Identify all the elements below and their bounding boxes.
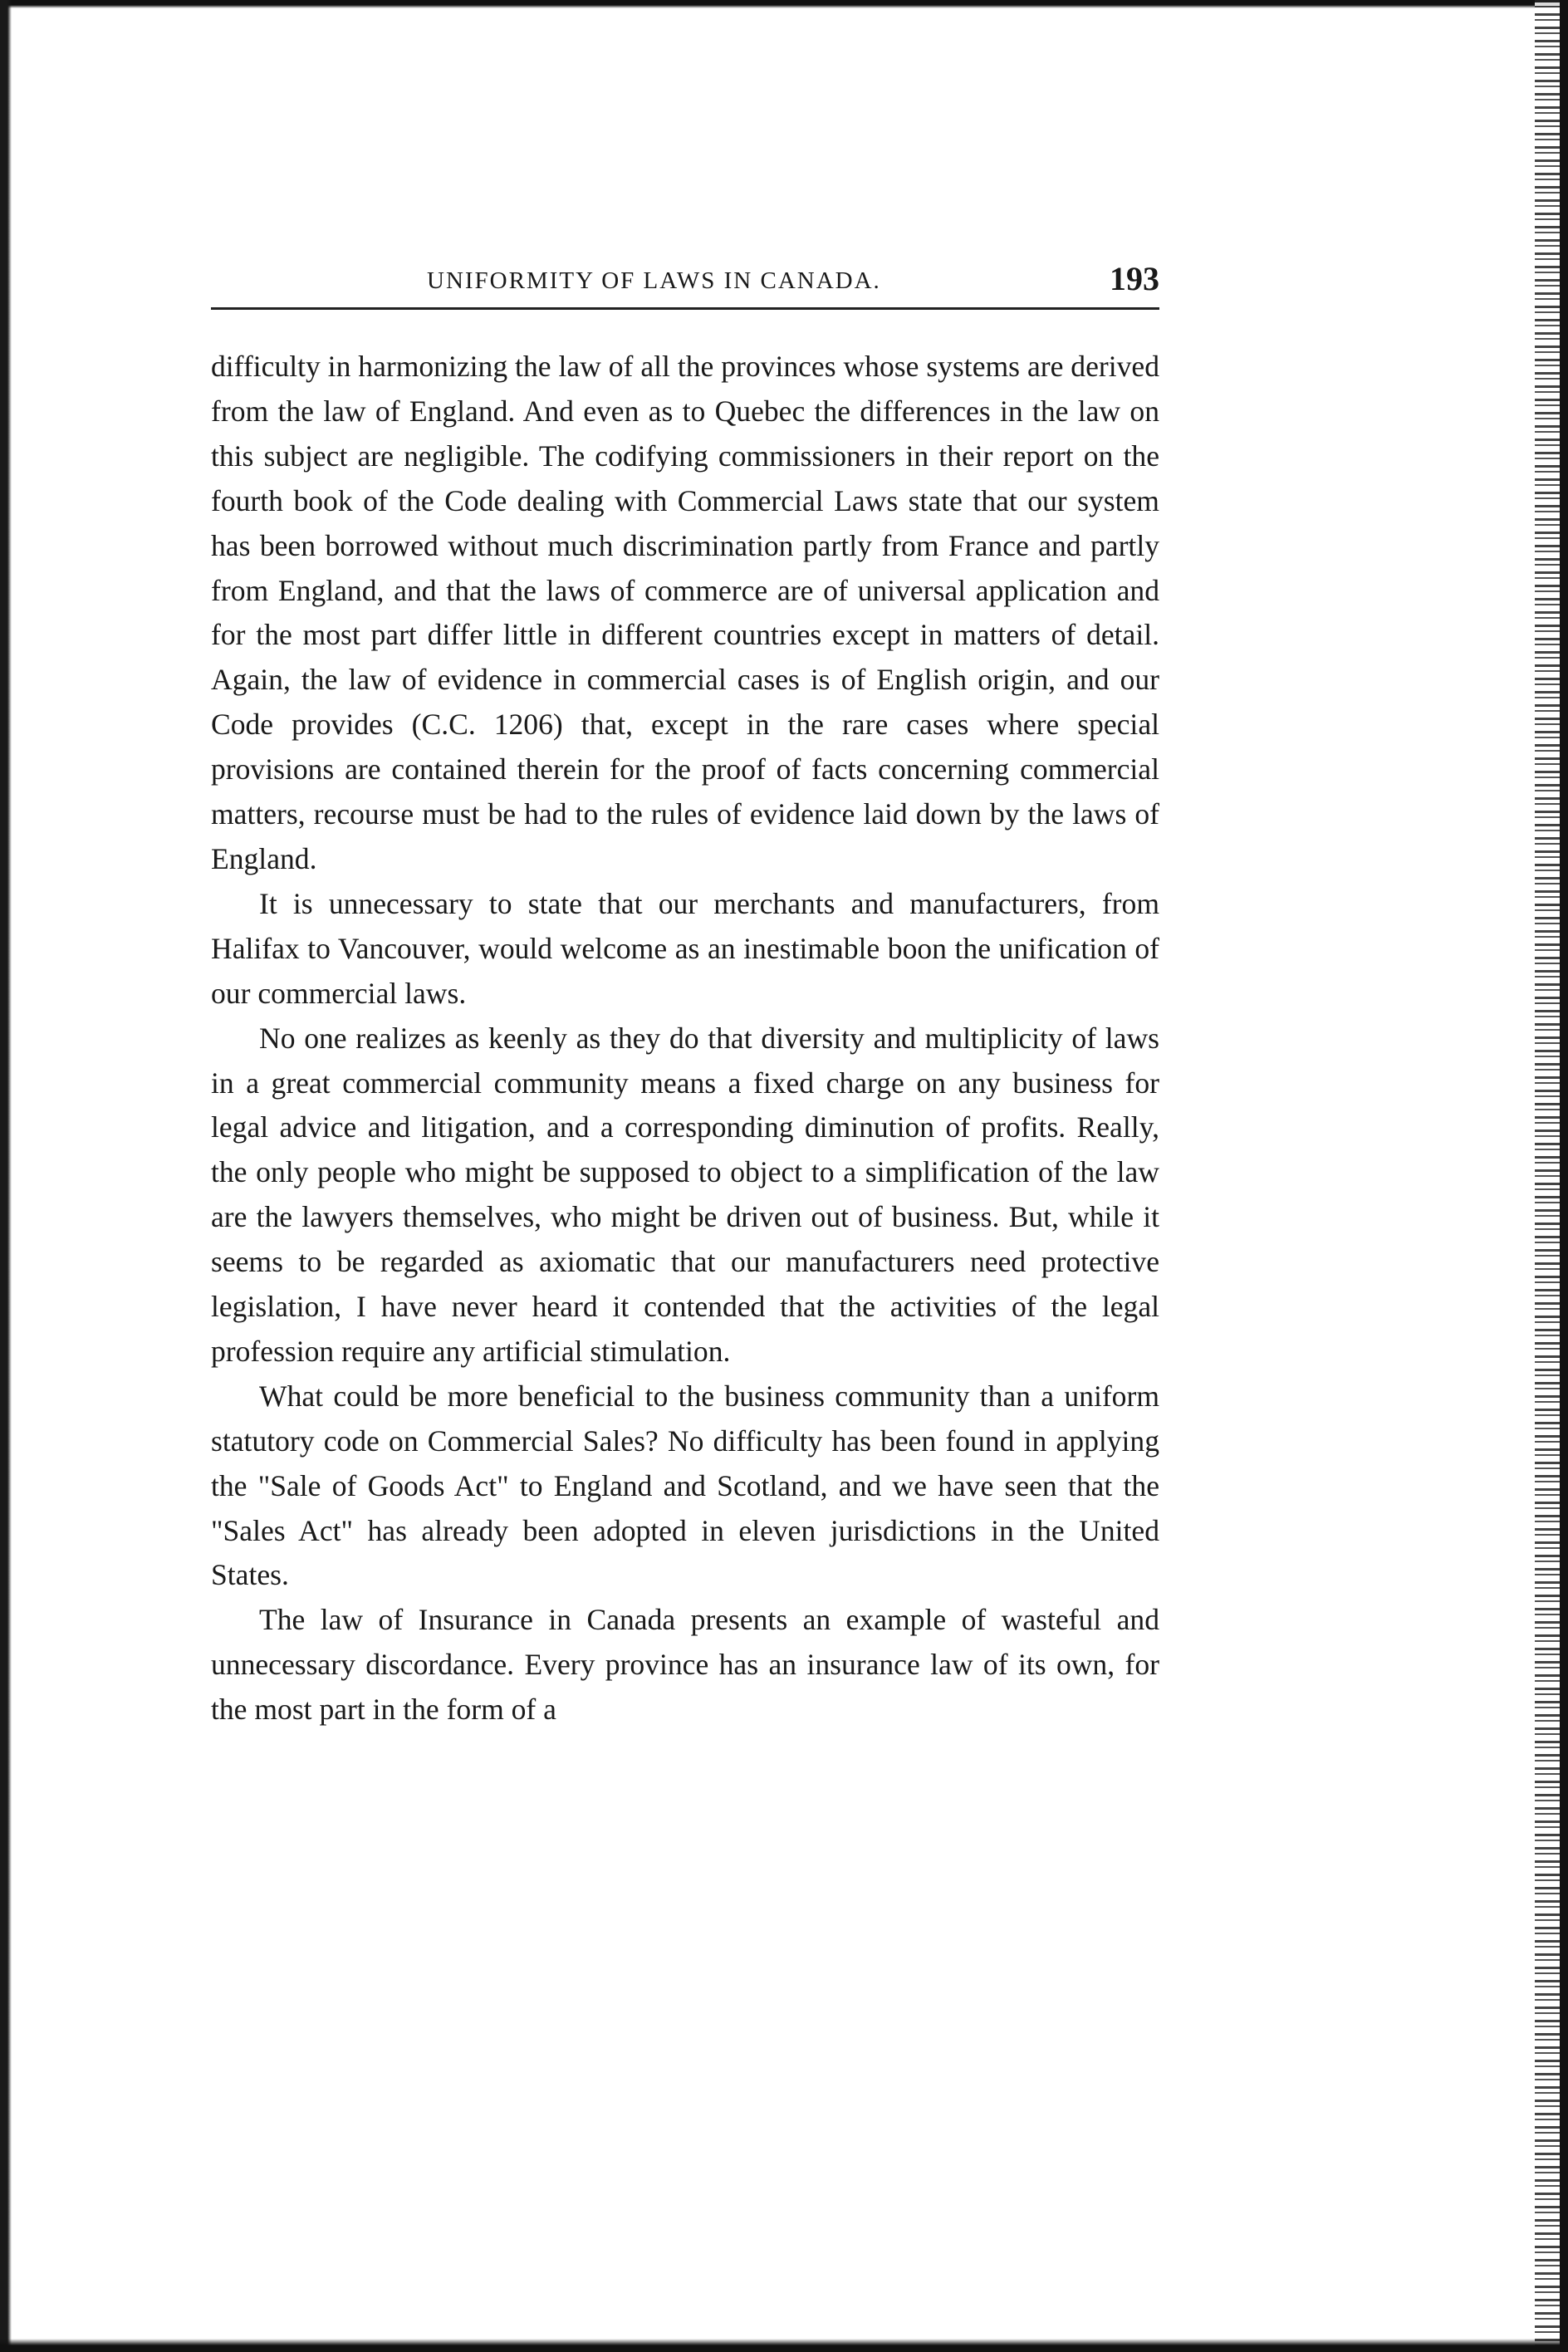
page-number: 193 xyxy=(1110,260,1159,297)
paragraph: It is unnecessary to state that our merchants and manufacturers, from Halifax to Vancouver, would welcome as an inestimable boon the unification of our commercial laws. xyxy=(211,886,1159,1010)
paragraph-continued: difficulty in harmonizing the law of all the provinces whose systems are derived from the law of England. And even as to Quebec the differences in the law on this subject are negligible. The codifying commissioners in their report on the fourth book of the Code dealing with Commercial Laws state that our system has been borrowed without much discrimination partly from France and partly from England, and that the laws of commerce are of universal application and for the most part differ little in different countries except in matters of detail. Again, the law of evidence in commercial cases is of English origin, and our Code provides (C.C. 1206) that, except in the rare cases where special provisions are contained therein for the proof of facts concerning commercial matters, recourse must be had to the rules of evidence laid down by the laws of England. xyxy=(211,350,1159,875)
book-page xyxy=(211,260,1159,1732)
scan-border-right-edge xyxy=(1560,0,1568,2352)
paragraph: The law of Insurance in Canada presents an example of wasteful and unnecessary discordance. Every province has an insurance law of its own, for the most part in the form of a xyxy=(211,1603,1159,1727)
scan-border-top xyxy=(0,0,1568,8)
body-text xyxy=(211,345,1159,1732)
scan-border-bottom xyxy=(0,2339,1568,2352)
running-head xyxy=(211,260,1159,310)
paragraph: No one realizes as keenly as they do that diversity and multiplicity of laws in a great commercial community means a fixed charge on any business for legal advice and litigation, and a corresponding diminution of profits. Really, the only people who might be supposed to object to a simplification of the law are the lawyers themselves, who might be driven out of business. But, while it seems to be regarded as axiomatic that our manufacturers need protective legislation, I have never heard it contended that the activities of the legal profession require any artificial stimulation. xyxy=(211,1021,1159,1368)
paragraph: What could be more beneficial to the business community than a uniform statutory code on Commercial Sales? No difficulty has been found in applying the "Sale of Goods Act" to England and Scotland, and we have seen that the "Sales Act" has already been adopted in eleven jurisdictions in the United States. xyxy=(211,1379,1159,1592)
scan-border-left xyxy=(0,0,12,2352)
running-title: UNIFORMITY OF LAWS IN CANADA. xyxy=(427,267,881,294)
